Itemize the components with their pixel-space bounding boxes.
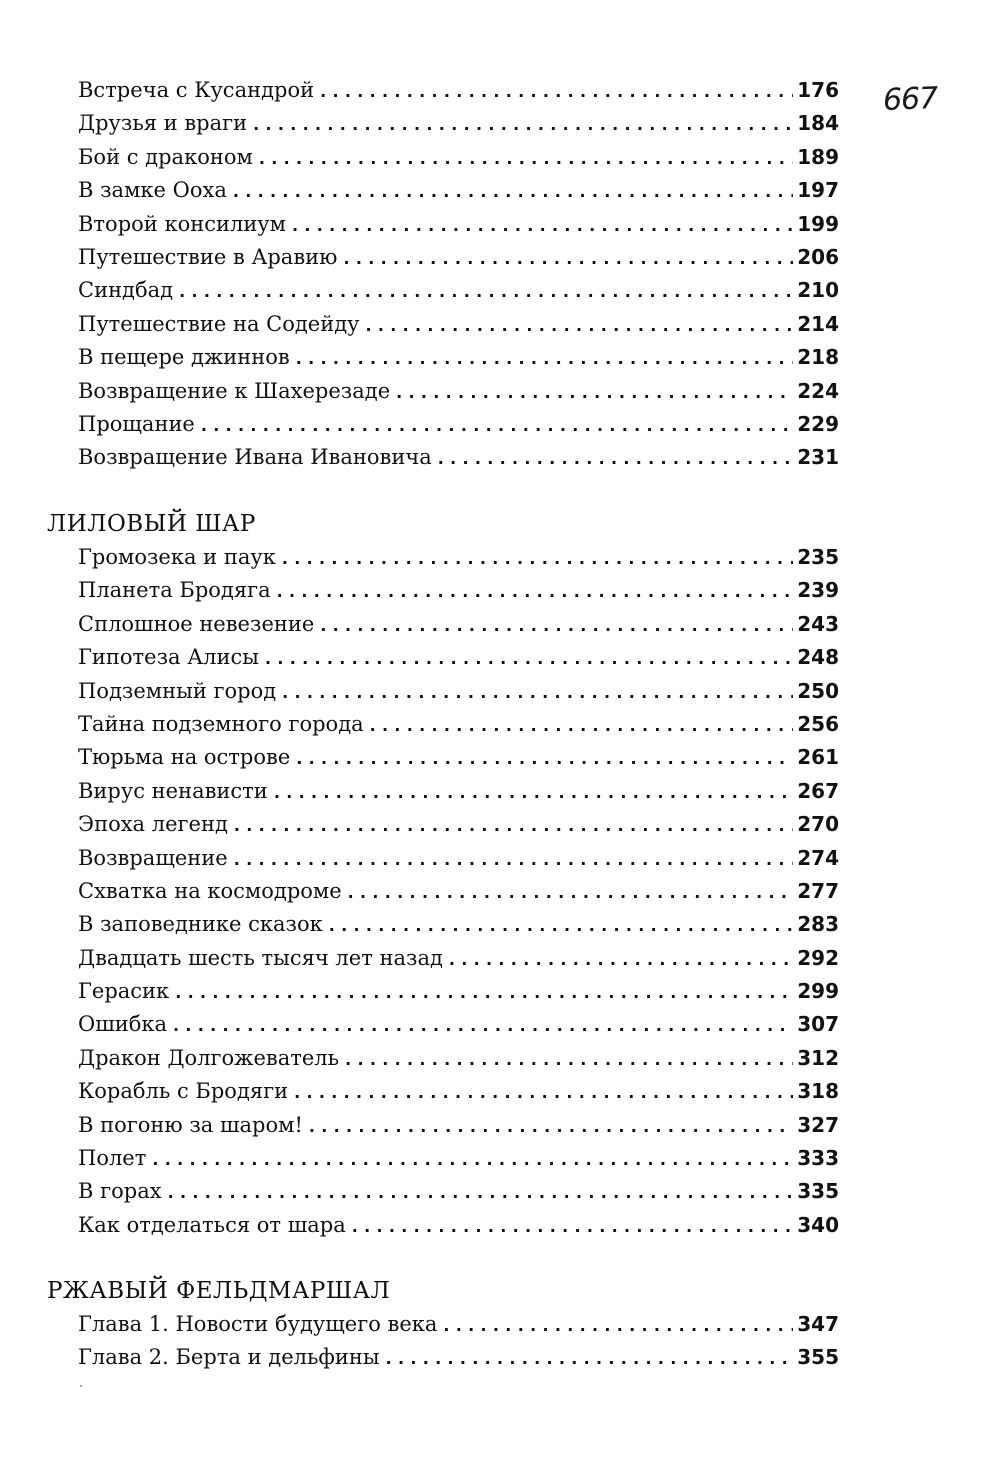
toc-entry-title: Прощание	[78, 411, 195, 436]
dot-leader	[253, 115, 793, 134]
toc-entry-title: Возвращение	[78, 845, 228, 870]
dot-leader	[329, 916, 793, 935]
dot-leader	[352, 1217, 794, 1236]
toc-entry-title: Планета Бродяга	[78, 578, 271, 603]
toc-entry-title: Как отделаться от шара	[78, 1212, 346, 1237]
dot-leader	[309, 1117, 793, 1136]
toc-entry	[78, 1312, 839, 1345]
toc-entry	[78, 879, 839, 912]
toc-entry-title: Эпоха легенд	[78, 812, 228, 837]
toc-entry	[78, 312, 839, 345]
toc-entry-page: 256	[797, 711, 839, 736]
dot-leader	[234, 850, 794, 869]
toc-entry-title: Подземный город	[78, 678, 277, 703]
toc-entry	[78, 1213, 839, 1246]
toc-entry	[78, 679, 839, 712]
toc-entry-page: 210	[797, 278, 839, 303]
dot-leader	[282, 549, 793, 568]
toc-entry-page: 340	[797, 1212, 839, 1237]
toc-entry	[78, 145, 839, 178]
dot-leader	[277, 582, 794, 601]
toc-entry-title: В горах	[78, 1179, 162, 1204]
toc-entry-title: Тайна подземного города	[78, 711, 364, 736]
toc-entry	[78, 1046, 839, 1079]
toc-entry	[78, 245, 839, 278]
dot-leader	[233, 182, 793, 201]
toc-entry-title: Ошибка	[78, 1012, 168, 1037]
toc-entry	[78, 412, 839, 445]
toc-entry-page: 267	[797, 778, 839, 803]
toc-entry	[78, 78, 839, 111]
toc-entry-title: Гипотеза Алисы	[78, 645, 259, 670]
toc-entry-title: В погоню за шаром!	[78, 1112, 303, 1137]
toc-entry-page: 235	[797, 545, 839, 569]
toc-entry-page: 327	[797, 1112, 839, 1137]
toc-entry	[78, 545, 839, 578]
toc-entry	[78, 712, 839, 745]
toc-entry	[78, 812, 839, 845]
toc-entry	[78, 1345, 839, 1378]
toc-entry	[78, 1079, 839, 1112]
toc-entry-title: Второй консилиум	[78, 211, 287, 236]
dot-leader	[396, 383, 793, 402]
toc-entry-title: Полет	[78, 1146, 147, 1171]
toc-entry-title: Бой с драконом	[78, 144, 253, 169]
dot-leader	[168, 1183, 794, 1202]
toc-entry-title: В пещере джиннов	[78, 345, 290, 370]
dot-leader	[438, 449, 794, 468]
toc-entry	[78, 745, 839, 778]
section-title: РЖАВЫЙ ФЕЛЬДМАРШАЛ	[47, 1278, 391, 1304]
toc-entry-title: Возвращение к Шахерезаде	[78, 378, 391, 403]
toc-entry	[78, 178, 839, 211]
toc-entry	[78, 1179, 839, 1212]
toc-entry-page: 250	[797, 678, 839, 703]
toc-entry-title: Путешествие на Содейду	[78, 311, 360, 336]
toc-entry-title: Двадцать шесть тысяч лет назад	[78, 945, 443, 970]
dot-leader	[292, 216, 793, 235]
toc-entry	[78, 612, 839, 645]
toc-entry-page: 299	[797, 979, 839, 1004]
print-speck	[80, 1385, 82, 1387]
toc-entry-page: 347	[797, 1312, 839, 1336]
dot-leader	[348, 883, 794, 902]
toc-entry-page: 243	[797, 611, 839, 636]
section-title: ЛИЛОВЫЙ ШАР	[47, 511, 256, 537]
toc-entry-page: 231	[797, 445, 839, 470]
toc-entry-page: 224	[797, 378, 839, 403]
toc-entry-page: 277	[797, 878, 839, 903]
toc-entry-page: 283	[797, 912, 839, 937]
toc-entry-page: 239	[797, 578, 839, 603]
toc-entry-title: Корабль с Бродяги	[78, 1079, 289, 1104]
toc-entry	[78, 1012, 839, 1045]
dot-leader	[296, 349, 794, 368]
toc-entry	[78, 779, 839, 812]
toc-entry-page: 176	[797, 78, 839, 102]
toc-entry-page: 274	[797, 845, 839, 870]
toc-entry-title: Путешествие в Аравию	[78, 244, 338, 269]
handwritten-page-number: 667	[882, 81, 938, 118]
toc-entry-page: 248	[797, 645, 839, 670]
toc-entry-page: 229	[797, 411, 839, 436]
dot-leader	[259, 149, 793, 168]
dot-leader	[175, 983, 793, 1002]
dot-leader	[343, 249, 793, 268]
toc-list	[78, 78, 839, 479]
toc-entry-page: 333	[797, 1146, 839, 1171]
toc-entry-page: 292	[797, 945, 839, 970]
toc-entry	[78, 578, 839, 611]
toc-entry	[78, 979, 839, 1012]
dot-leader	[274, 783, 793, 802]
toc-entry-page: 307	[797, 1012, 839, 1037]
toc-entry-title: В замке Ооха	[78, 178, 227, 203]
toc-entry-title: Сплошное невезение	[78, 611, 315, 636]
dot-leader	[179, 282, 793, 301]
toc-entry-page: 355	[797, 1345, 839, 1370]
toc-entry-title: Тюрьма на острове	[78, 745, 291, 770]
toc-entry-page: 189	[797, 144, 839, 169]
toc-entry-page: 184	[797, 111, 839, 136]
toc-entry-page: 270	[797, 812, 839, 837]
toc-entry	[78, 645, 839, 678]
dot-leader	[320, 616, 793, 635]
dot-leader	[173, 1016, 793, 1035]
toc-entry	[78, 379, 839, 412]
toc-entry	[78, 278, 839, 311]
dot-leader	[265, 649, 793, 668]
toc-entry-title: Глава 2. Берта и дельфины	[78, 1345, 380, 1370]
toc-entry-page: 318	[797, 1079, 839, 1104]
dot-leader	[370, 716, 794, 735]
dot-leader	[366, 316, 794, 335]
toc-entry-page: 312	[797, 1045, 839, 1070]
toc-entry-title: Друзья и враги	[78, 111, 248, 136]
toc-entry-page: 206	[797, 244, 839, 269]
toc-entry-title: Глава 1. Новости будущего века	[78, 1312, 438, 1336]
dot-leader	[282, 683, 793, 702]
toc-entry	[78, 946, 839, 979]
toc-entry	[78, 445, 839, 478]
toc-entry	[78, 912, 839, 945]
toc-entry-page: 199	[797, 211, 839, 236]
dot-leader	[152, 1150, 793, 1169]
toc-entry	[78, 846, 839, 879]
toc-entry-page: 214	[797, 311, 839, 336]
toc-entry	[78, 345, 839, 378]
toc-entry-title: Вирус ненависти	[78, 778, 268, 803]
toc-list	[78, 545, 839, 1246]
toc-list	[78, 1312, 839, 1379]
toc-entry-title: Дракон Долгожеватель	[78, 1045, 340, 1070]
dot-leader	[320, 82, 793, 101]
dot-leader	[449, 950, 793, 969]
dot-leader	[386, 1349, 794, 1368]
toc-entry	[78, 212, 839, 245]
toc-entry-page: 218	[797, 345, 839, 370]
toc-entry-title: Громозека и паук	[78, 545, 276, 569]
toc-entry-title: В заповеднике сказок	[78, 912, 323, 937]
toc-entry-page: 335	[797, 1179, 839, 1204]
toc-entry-title: Встреча с Кусандрой	[78, 78, 315, 102]
toc-entry	[78, 1113, 839, 1146]
toc-entry	[78, 1146, 839, 1179]
toc-entry-page: 261	[797, 745, 839, 770]
toc-entry-title: Возвращение Ивана Ивановича	[78, 445, 432, 470]
dot-leader	[294, 1083, 793, 1102]
toc-entry-page: 197	[797, 178, 839, 203]
toc-entry-title: Герасик	[78, 979, 170, 1004]
dot-leader	[443, 1316, 793, 1335]
dot-leader	[345, 1050, 793, 1069]
toc-entry	[78, 111, 839, 144]
toc-entry-title: Синдбад	[78, 278, 174, 303]
dot-leader	[234, 816, 793, 835]
dot-leader	[296, 749, 793, 768]
toc-entry-title: Схватка на космодроме	[78, 878, 342, 903]
dot-leader	[201, 416, 793, 435]
